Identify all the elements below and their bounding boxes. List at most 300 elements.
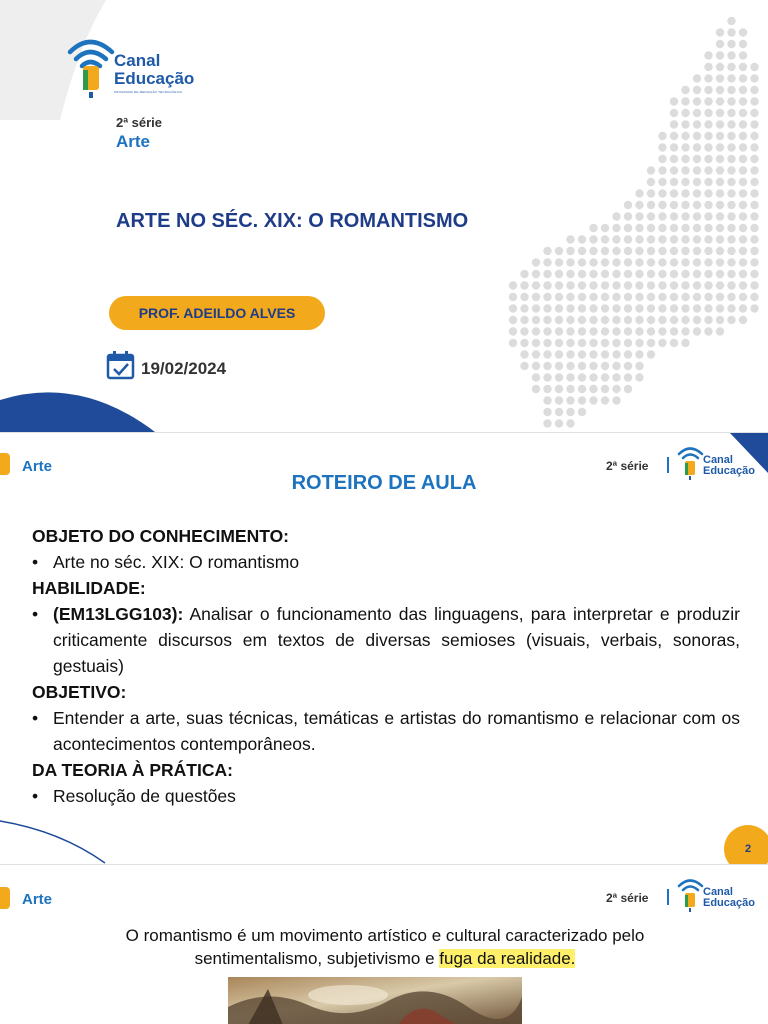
map-dot [647,327,655,335]
map-dot [727,143,735,151]
teacher-badge [109,296,325,330]
map-dot [589,327,597,335]
map-dot [520,350,528,358]
map-dot [716,155,724,163]
map-dot [739,247,747,255]
map-dot [658,132,666,140]
map-dot [658,270,666,278]
map-dot [693,166,701,174]
map-dot [750,247,758,255]
page-number: 2 [744,843,752,855]
map-dot [739,281,747,289]
map-dot [750,143,758,151]
map-dot [555,339,563,347]
map-dot [670,201,678,209]
map-dot [670,143,678,151]
logo-line1: Canal [114,51,161,70]
map-dot [670,258,678,266]
map-dot [681,86,689,94]
map-dot [647,281,655,289]
map-dot [727,74,735,82]
map-dot [750,224,758,232]
map-dot [635,235,643,243]
map-dot [693,132,701,140]
map-dot [555,396,563,404]
map-dot [670,120,678,128]
map-dot [543,373,551,381]
map-dot [658,293,666,301]
map-dot [739,63,747,71]
map-dot [566,304,574,312]
map-dot [624,362,632,370]
map-dot [739,270,747,278]
map-dot [578,408,586,416]
map-dot [578,339,586,347]
map-dot [670,212,678,220]
map-dot [750,270,758,278]
map-dot [716,201,724,209]
map-dot [566,373,574,381]
map-dot [750,155,758,163]
map-dot [693,304,701,312]
logo-tagline: PROGRAMA DE MEDIAÇÃO TECNOLÓGICA [114,90,183,94]
map-dot [624,350,632,358]
map-dot [555,316,563,324]
slide-cover [0,0,768,432]
map-dot [658,304,666,312]
map-dot [543,362,551,370]
map-dot [727,270,735,278]
intro-line-1: O romantismo é um movimento artístico e cultural caracterizado pelo [125,926,645,945]
calendar-check-icon [106,350,136,380]
map-dot [716,270,724,278]
map-dot [739,109,747,117]
map-dot [716,40,724,48]
map-dot [612,281,620,289]
map-dot [566,247,574,255]
map-dot [543,327,551,335]
map-dot [716,28,724,36]
header-separator [667,457,669,473]
map-dot [681,258,689,266]
map-dot [543,396,551,404]
header-subject: Arte [22,891,53,908]
map-dot [635,293,643,301]
map-dot [704,132,712,140]
map-dot [601,270,609,278]
map-dot [704,201,712,209]
map-dot [693,316,701,324]
map-dot [693,247,701,255]
map-dot [693,120,701,128]
map-dot [716,293,724,301]
map-dot [739,212,747,220]
map-dot [566,281,574,289]
map-dot [681,120,689,128]
map-dot [693,178,701,186]
map-dot [543,316,551,324]
map-dot [704,281,712,289]
map-dot [578,258,586,266]
map-dot [658,166,666,174]
map-dot [750,132,758,140]
map-dot [727,120,735,128]
map-dot [693,189,701,197]
map-dot [624,201,632,209]
map-dot [612,235,620,243]
map-dot [555,408,563,416]
map-dot [750,86,758,94]
map-dot [693,281,701,289]
map-dot [578,235,586,243]
map-dot [612,373,620,381]
map-dot [612,396,620,404]
map-dot [509,339,517,347]
map-dot [543,339,551,347]
map-dot [589,224,597,232]
map-dot [624,270,632,278]
map-dot [670,270,678,278]
map-dot [727,86,735,94]
map-dot [624,281,632,289]
map-dot [612,316,620,324]
map-dot [704,74,712,82]
map-dot [750,293,758,301]
map-dot [670,293,678,301]
map-dot [681,293,689,301]
map-dot [566,316,574,324]
map-dot [693,201,701,209]
map-dot [670,132,678,140]
map-dot [555,304,563,312]
map-dot [532,339,540,347]
map-dot [658,224,666,232]
map-dot [681,132,689,140]
map-dot [635,304,643,312]
map-dot [716,74,724,82]
map-dot [543,408,551,416]
map-dot [739,132,747,140]
map-dot [750,109,758,117]
subject-label: Arte [116,132,151,151]
map-dot [716,166,724,174]
map-dot [601,350,609,358]
map-dot [520,281,528,289]
map-dot [750,74,758,82]
map-dot [681,235,689,243]
map-dot [750,178,758,186]
map-dot [727,224,735,232]
map-dot [670,247,678,255]
map-dot [704,178,712,186]
map-dot [716,120,724,128]
map-dot [670,224,678,232]
goal-item: • Entender a arte, suas técnicas, temáticas e artistas do romantismo e relacionar com os acontecimentos contemporâneos. [32,705,740,757]
map-dot [750,189,758,197]
map-dot [716,109,724,117]
map-dot [750,120,758,128]
map-dot [658,143,666,151]
map-dot [716,63,724,71]
map-dot [704,224,712,232]
map-dot [739,178,747,186]
map-dot [750,201,758,209]
map-dot [704,270,712,278]
map-dot [624,293,632,301]
map-dot [727,247,735,255]
map-dot [716,247,724,255]
map-dot [704,235,712,243]
map-dot [612,247,620,255]
goal-heading: OBJETIVO: [32,682,127,702]
map-dot [578,350,586,358]
map-dot [509,304,517,312]
map-dot [601,224,609,232]
map-dot [509,327,517,335]
map-dot [670,316,678,324]
map-dot [635,258,643,266]
map-dot [612,224,620,232]
map-dot [555,270,563,278]
map-dot [647,166,655,174]
map-dot [704,247,712,255]
map-dot [739,143,747,151]
map-dot [601,281,609,289]
map-dot [681,155,689,163]
map-dot [520,270,528,278]
map-dot [693,97,701,105]
map-dot [647,339,655,347]
map-dot [635,350,643,358]
map-dot [566,396,574,404]
map-dot [750,166,758,174]
map-dot [624,327,632,335]
map-dot [670,339,678,347]
map-dot [704,155,712,163]
map-dot [624,235,632,243]
blue-wave-decoration [0,360,160,432]
map-dot [601,373,609,381]
subject-tab-marker [0,887,10,909]
map-dot [750,304,758,312]
map-dot [727,40,735,48]
map-dot [566,339,574,347]
map-dot [716,189,724,197]
map-dot [589,235,597,243]
map-dot [612,362,620,370]
skill-text: Analisar o funcionamento das linguagens, para interpretar e produzir criticamente discursos em textos de diversas semioses (visuais, verbais, sonoras, gestuais) [53,604,740,676]
map-dot [727,212,735,220]
map-dot [578,385,586,393]
map-dot [739,97,747,105]
map-dot [727,132,735,140]
map-dot [727,316,735,324]
map-dot [601,258,609,266]
teacher-name: PROF. ADEILDO ALVES [138,305,296,321]
map-dot [727,201,735,209]
map-dot [566,235,574,243]
map-dot [739,293,747,301]
map-dot [647,235,655,243]
skill-heading: HABILIDADE: [32,578,146,598]
practice-item: • Resolução de questões [32,783,740,809]
map-dot [681,327,689,335]
map-dot [681,281,689,289]
map-dot [750,235,758,243]
map-dot [693,143,701,151]
skill-code: (EM13LGG103): [53,604,184,624]
map-dot [647,212,655,220]
intro-paragraph [60,924,710,970]
lesson-title: ARTE NO SÉC. XIX: O ROMANTISMO [116,210,469,232]
map-dot [601,339,609,347]
map-dot [750,212,758,220]
map-dot [578,304,586,312]
map-dot [658,316,666,324]
map-dot [681,304,689,312]
map-dot [532,293,540,301]
map-dot [555,293,563,301]
map-dot [532,281,540,289]
map-dot [739,28,747,36]
skill-item [32,601,740,679]
map-dot [704,51,712,59]
map-dot [589,385,597,393]
map-dot [704,97,712,105]
map-dot [647,258,655,266]
map-dot [624,258,632,266]
map-dot [658,247,666,255]
map-dot [693,270,701,278]
map-dot [589,281,597,289]
map-dot [681,270,689,278]
map-dot [693,212,701,220]
header-separator [667,889,669,905]
map-dot [739,235,747,243]
map-dot [658,339,666,347]
object-heading: OBJETO DO CONHECIMENTO: [32,526,290,546]
map-dot [624,339,632,347]
map-dot [624,247,632,255]
map-dot [658,189,666,197]
dot-map-decoration [505,15,765,432]
map-dot [704,304,712,312]
map-dot [704,316,712,324]
map-dot [635,327,643,335]
map-dot [601,362,609,370]
map-dot [509,293,517,301]
map-dot [635,247,643,255]
header-subject: Arte [22,458,53,475]
map-dot [716,224,724,232]
map-dot [739,201,747,209]
map-dot [624,373,632,381]
map-dot [589,362,597,370]
map-dot [612,304,620,312]
map-dot [624,212,632,220]
map-dot [647,178,655,186]
practice-heading: DA TEORIA À PRÁTICA: [32,760,233,780]
map-dot [658,327,666,335]
map-dot [716,304,724,312]
map-dot [681,166,689,174]
map-dot [520,327,528,335]
map-dot [647,293,655,301]
map-dot [739,120,747,128]
map-dot [727,17,735,25]
map-dot [589,270,597,278]
map-dot [532,362,540,370]
map-dot [670,178,678,186]
map-dot [624,304,632,312]
map-dot [727,63,735,71]
map-dot [543,293,551,301]
map-dot [520,304,528,312]
map-dot [635,189,643,197]
slide-intro [0,864,768,1024]
map-dot [727,258,735,266]
map-dot [647,247,655,255]
map-dot [578,327,586,335]
map-dot [589,304,597,312]
map-dot [509,316,517,324]
map-dot [589,396,597,404]
header-series: 2ª série [606,459,649,473]
map-dot [543,270,551,278]
map-dot [670,235,678,243]
map-dot [750,63,758,71]
map-dot [716,178,724,186]
map-dot [543,258,551,266]
map-dot [532,316,540,324]
map-dot [681,97,689,105]
map-dot [624,224,632,232]
map-dot [578,270,586,278]
map-dot [716,235,724,243]
map-dot [727,109,735,117]
map-dot [716,143,724,151]
map-dot [670,189,678,197]
map-dot [739,40,747,48]
map-dot [658,258,666,266]
map-dot [624,385,632,393]
map-dot [555,350,563,358]
map-dot [647,316,655,324]
map-dot [601,385,609,393]
map-dot [601,327,609,335]
logo-line2: Educação [703,897,755,909]
map-dot [693,327,701,335]
map-dot [578,281,586,289]
map-dot [716,97,724,105]
map-dot [566,408,574,416]
map-dot [704,143,712,151]
map-dot [739,166,747,174]
map-dot [578,396,586,404]
map-dot [681,316,689,324]
map-dot [601,235,609,243]
map-dot [578,293,586,301]
map-dot [727,166,735,174]
map-dot [658,235,666,243]
map-dot [670,155,678,163]
map-dot [601,247,609,255]
map-dot [681,224,689,232]
map-dot [739,316,747,324]
map-dot [532,258,540,266]
corner-line-decoration [0,813,110,864]
map-dot [520,316,528,324]
